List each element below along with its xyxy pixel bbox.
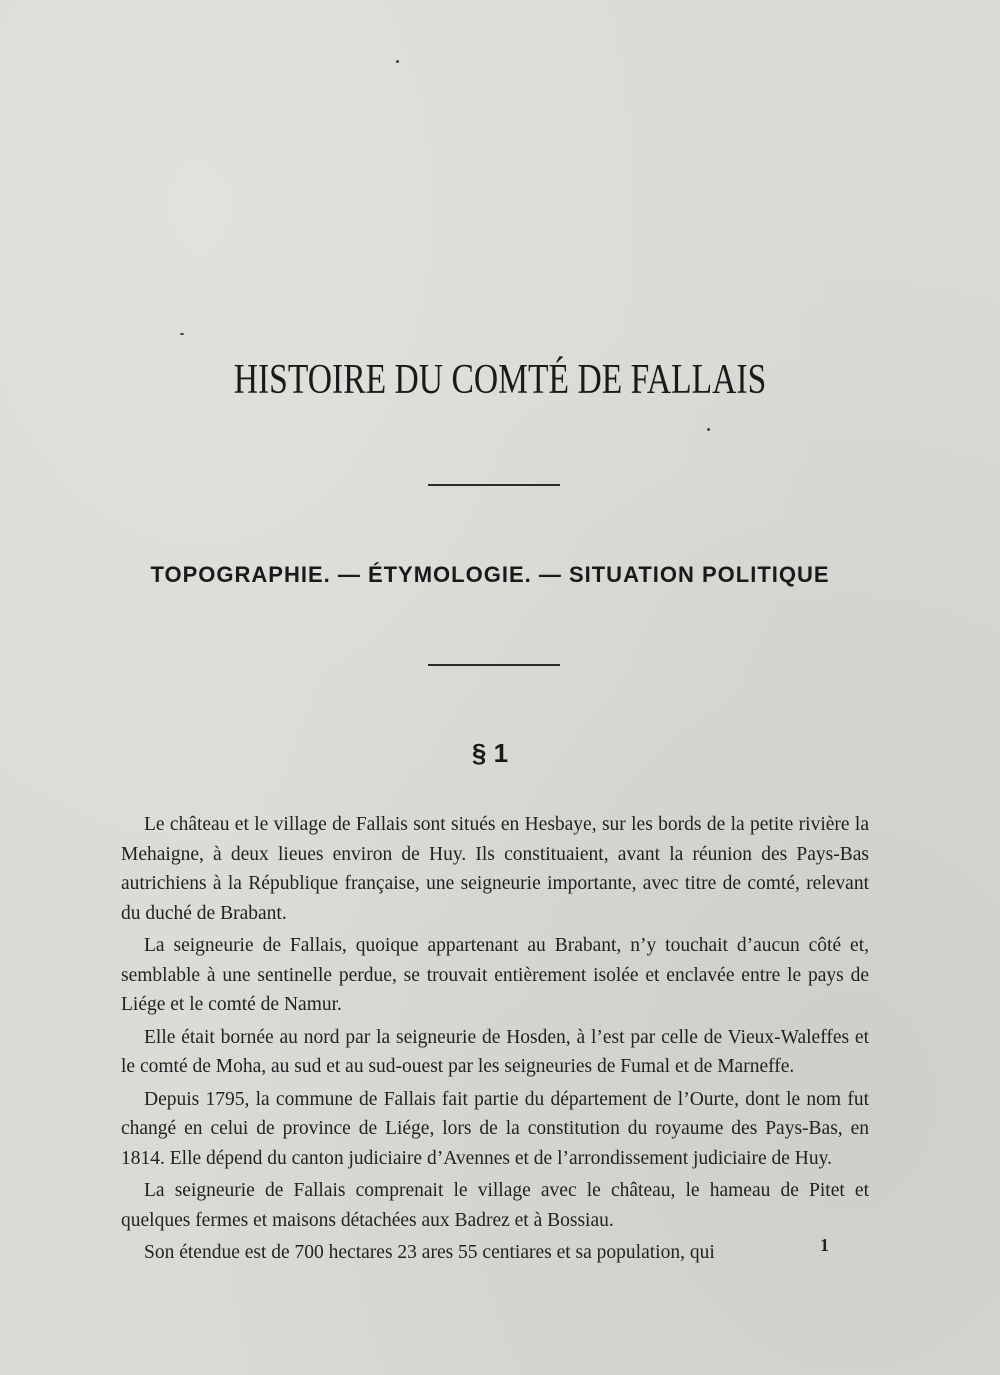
ink-speck [707, 428, 710, 431]
ink-speck [180, 333, 184, 335]
paragraph: La seigneurie de Fallais comprenait le village avec le château, le hameau de Pitet et quelques fermes et maisons détachées aux Badrez et à Bossiau. [121, 1180, 869, 1231]
paragraph: Le château et le village de Fallais sont situés en Hesbaye, sur les bords de la petite rivière la Mehaigne, à deux lieues environ de Huy. Ils constituaient, avant la réunion des Pays-Bas autrichiens à la République française, une seigneurie importante, avec titre de comté, relevant du duché de Brabant. [121, 814, 869, 924]
ink-speck [396, 60, 399, 63]
paragraph: Elle était bornée au nord par la seigneurie de Hosden, à l’est par celle de Vieux-Waleffes et le comté de Moha, au sud et au sud-ouest par les seigneuries de Fumal et de Marneffe. [121, 1026, 869, 1077]
document-subtitle: TOPOGRAPHIE. — ÉTYMOLOGIE. — SITUATION POLITIQUE [150, 562, 830, 587]
body-text [121, 810, 869, 1271]
document-title: HISTOIRE DU COMTÉ DE FALLAIS [233, 357, 767, 403]
page-number: 1 [820, 1235, 829, 1255]
section-mark: § 1 [471, 738, 509, 768]
paragraph: Depuis 1795, la commune de Fallais fait partie du département de l’Ourte, dont le nom fut changé en celui de province de Liége, lors de la constitution du royaume des Pays-Bas, en 1814. Elle dépend du canton judiciaire d’Avennes et de l’arrondissement judiciaire de Huy. [121, 1088, 869, 1169]
title-divider [428, 484, 560, 486]
subtitle-divider [428, 664, 560, 666]
paragraph: La seigneurie de Fallais, quoique appartenant au Brabant, n’y touchait d’aucun côté et, semblable à une sentinelle perdue, se trouvait entièrement isolée et enclavée entre le pays de Liége et le comté de Namur. [121, 935, 869, 1015]
paragraph: Son étendue est de 700 hectares 23 ares 55 centiares et sa population, qui [144, 1242, 715, 1263]
